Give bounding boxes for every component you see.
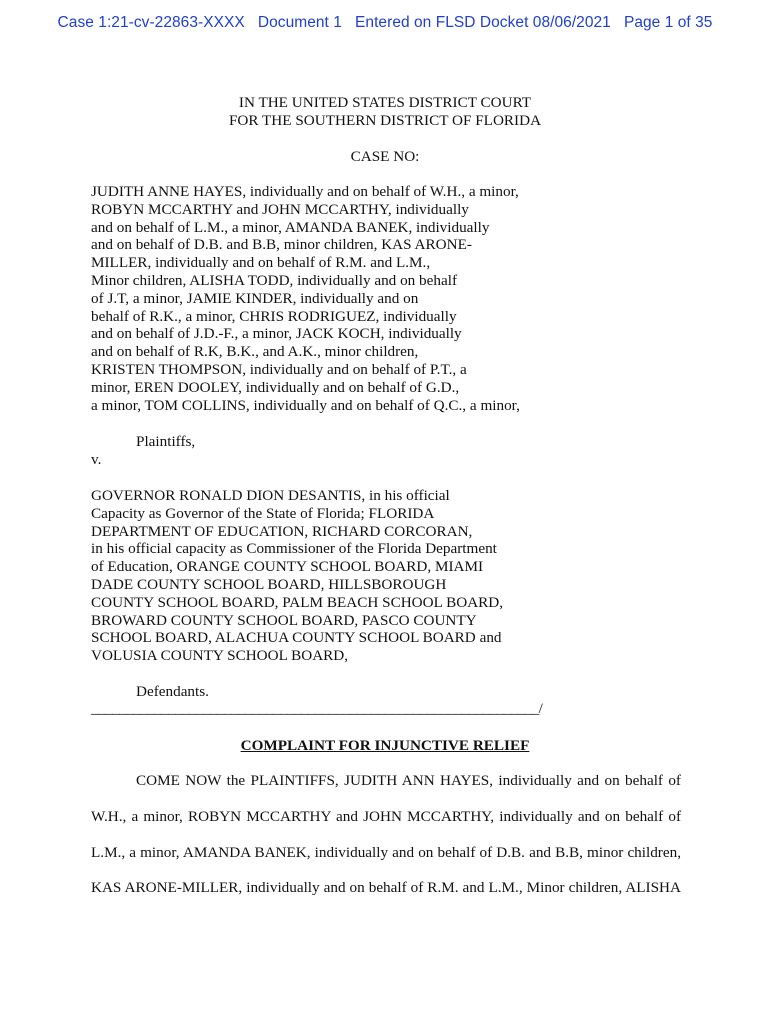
caption-line: VOLUSIA COUNTY SCHOOL BOARD, (91, 647, 349, 665)
case-number-label: CASE NO: (350, 148, 420, 165)
caption-line: Minor children, ALISHA TODD, individually and on behalf (91, 271, 458, 289)
caption-line: JUDITH ANNE HAYES, individually and on behalf of W.H., a minor, (91, 183, 519, 200)
caption-line: SCHOOL BOARD, ALACHUA COUNTY SCHOOL BOARD and (91, 629, 502, 647)
plaintiffs-label: Plaintiffs, (136, 433, 196, 450)
caption-line: in his official capacity as Commissioner of the Florida Department (91, 540, 497, 558)
docket-header-stamp (0, 14, 770, 32)
court-name-line-2: FOR THE SOUTHERN DISTRICT OF FLORIDA (228, 112, 542, 129)
caption-line: BROWARD COUNTY SCHOOL BOARD, PASCO COUNTY (91, 611, 477, 629)
body-line: W.H., a minor, ROBYN MCCARTHY and JOHN MCCARTHY, individually and on behalf of (91, 808, 681, 825)
caption-line: and on behalf of J.D.-F., a minor, JACK KOCH, individually (91, 325, 462, 343)
caption-line: and on behalf of D.B. and B.B, minor children, KAS ARONE- (91, 236, 472, 254)
stamp-page-number: Page 1 of 35 (623, 14, 713, 31)
caption-line: behalf of R.K., a minor, CHRIS RODRIGUEZ, individually (91, 307, 457, 325)
caption-line: a minor, TOM COLLINS, individually and on behalf of Q.C., a minor, (91, 396, 520, 414)
stamp-case-number: Case 1:21-cv-22863-XXXX (57, 14, 245, 31)
document-title: COMPLAINT FOR INJUNCTIVE RELIEF (240, 737, 530, 754)
caption-line: Capacity as Governor of the State of Florida; FLORIDA (91, 504, 435, 522)
caption-line: and on behalf of L.M., a minor, AMANDA BANEK, individually (91, 218, 490, 236)
plaintiffs-caption (91, 183, 571, 414)
caption-line: KRISTEN THOMPSON, individually and on behalf of P.T., a (91, 360, 467, 378)
stamp-document-number: Document 1 (257, 14, 342, 31)
caption-separator-rule: ________________________________________________________________/ (91, 700, 543, 717)
caption-line: DEPARTMENT OF EDUCATION, RICHARD CORCORAN, (91, 522, 473, 540)
caption-line: minor, EREN DOOLEY, individually and on behalf of G.D., (91, 378, 460, 396)
caption-line: MILLER, individually and on behalf of R.M. and L.M., (91, 254, 431, 272)
stamp-entered-date: Entered on FLSD Docket 08/06/2021 (355, 14, 611, 31)
body-line: KAS ARONE-MILLER, individually and on behalf of R.M. and L.M., Minor children, ALISHA (91, 879, 681, 896)
court-name-line-1: IN THE UNITED STATES DISTRICT COURT (238, 94, 532, 111)
caption-line: COUNTY SCHOOL BOARD, PALM BEACH SCHOOL BOARD, (91, 593, 504, 611)
caption-line: of Education, ORANGE COUNTY SCHOOL BOARD, MIAMI (91, 558, 484, 576)
caption-line: GOVERNOR RONALD DION DESANTIS, in his official (91, 487, 450, 504)
caption-line: and on behalf of R.K, B.K., and A.K., minor children, (91, 343, 419, 361)
defendants-label: Defendants. (136, 683, 209, 700)
caption-line: of J.T, a minor, JAMIE KINDER, individually and on (91, 289, 419, 307)
caption-line: DADE COUNTY SCHOOL BOARD, HILLSBOROUGH (91, 575, 447, 593)
caption-line: ROBYN MCCARTHY and JOHN MCCARTHY, individually (91, 200, 469, 218)
defendants-caption (91, 487, 571, 665)
body-line: L.M., a minor, AMANDA BANEK, individually and on behalf of D.B. and B.B, minor children, (91, 844, 681, 861)
versus-label: v. (91, 451, 102, 468)
body-line: COME NOW the PLAINTIFFS, JUDITH ANN HAYES, individually and on behalf of (136, 772, 681, 789)
